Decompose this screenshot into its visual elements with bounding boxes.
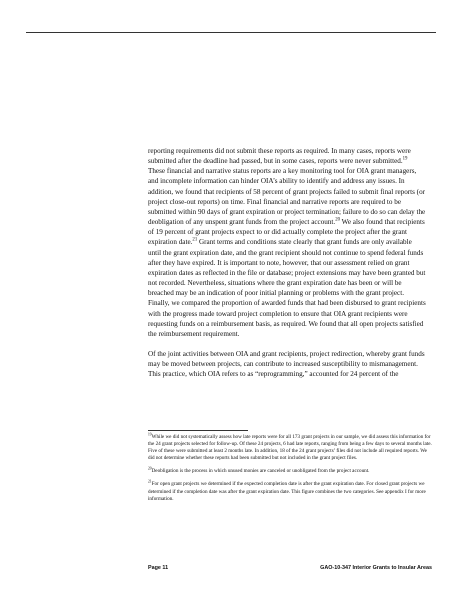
paragraph-text: reporting requirements did not submit these reports as required. In many cases, reports were submitted after the deadline had passed, but in some cases, reports were never submitted. — [148, 147, 411, 166]
footnote-rule — [148, 430, 248, 431]
footnote-number: 21 — [148, 479, 152, 484]
footnotes — [148, 434, 433, 509]
footnote-number: 19 — [148, 432, 152, 437]
footnote — [148, 434, 433, 462]
footnote-ref: 21 — [192, 238, 198, 244]
header-rule — [26, 32, 436, 33]
report-id: GAO-10-347 Interior Grants to Insular Areas — [320, 565, 432, 571]
paragraph-text: We also found that recipients of 19 percent of grant projects expect to or did actually complete the project after the grant expiration date. — [148, 218, 425, 247]
paragraph-text: Of the joint activities between OIA and grant recipients, project redirection, whereby grant funds may be moved between projects, can contribute to increased susceptibility to mismanagement. This practice, which OIA refers to as “reprogramming,” accounted for 24 percent of the — [148, 349, 425, 379]
paragraph-text: Grant terms and conditions state clearly that grant funds are only available until the grant expiration date, and the grant recipient should not continue to spend federal funds after they have expired. It is important to note, however, that our assessment relied on grant expiration dates as reflected in the file or database; project extensions may have been granted but not recorded. Nevertheless, situations where the grant expiration date has been or will be breached may be an indication of poor initial planning or problems with the grant project. Finally, we compared the proportion of awarded funds that had been disbursed to grant recipients with the progress made toward project completion to ensure that OIA grant recipients were requesting funds on a reimbursement basis, as required. We found that all open projects satisfied the reimbursement requirement. — [148, 238, 426, 338]
footnote-text: For open grant projects we determined if the expected completion date is after the grant expiration date. For closed grant projects we determined if the completion date was after the grant expiration date. This figure combines the two categories. See appendix I for more information. — [148, 481, 426, 502]
page-number: Page 11 — [148, 565, 169, 571]
page-footer — [148, 565, 432, 571]
body-text — [148, 146, 426, 379]
footnote-ref: 19 — [402, 156, 408, 162]
footnote-number: 20 — [148, 466, 152, 471]
paragraph-text: These financial and narrative status reports are a key monitoring tool for OIA grant managers, and incomplete information can hinder OIA’s ability to identify and address any issues. In addition, we found that recipients of 58 percent of grant projects failed to submit final reports (or project close-out reports) on time. Final financial and narrative reports are required to be submitted within 90 days of grant expiration or project termination; failure to do so can delay the deobligation of any unspent grant funds from the project account. — [148, 167, 426, 227]
footnote-ref: 20 — [335, 217, 340, 223]
footnote — [148, 468, 433, 475]
footnote-text: While we did not systematically assess how late reports were for all 173 grant projects in our sample, we did assess this information for the 24 grant projects selected for follow-up. Of these 24 projects, 6 had late reports, ranging from being a few days to several months late. Five of these were submitted at least 2 months late. In addition, 18 of the 24 grant projects’ files did not include all required reports. We did not determine whether these reports had been submitted but not included in the grant project files. — [148, 434, 432, 462]
footnote-text: Deobligation is the process in which unused monies are canceled or unobligated from the project account. — [151, 468, 370, 475]
paragraph — [148, 349, 426, 379]
paragraph — [148, 146, 426, 339]
footnote — [148, 481, 433, 502]
